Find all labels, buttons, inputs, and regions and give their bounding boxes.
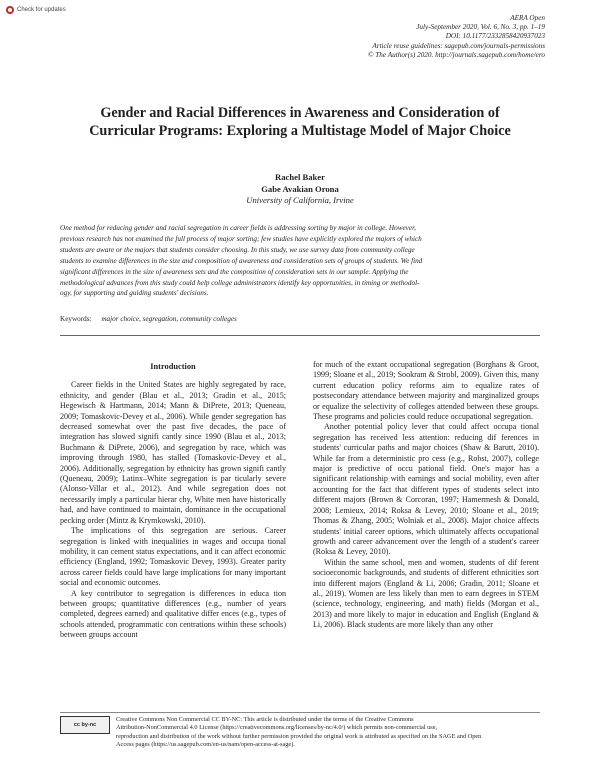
text-line: large implications for many important social and economic bbox=[60, 567, 286, 588]
text-line: Additionally, segregation by ethnicity has grown signifi bbox=[82, 463, 264, 473]
text-line: The implications of this segregation are serious. Career bbox=[71, 526, 286, 536]
text-line: pational field. One's major has a significant relationship with bbox=[313, 464, 539, 484]
text-line: Gradin, 2011; Sloane et al., 2019). Women are less likely bbox=[313, 578, 539, 598]
abstract-line: students are aware or the majors that students consider choosing. In this study, we use survey data from community college bbox=[60, 245, 415, 254]
license-line[interactable]: Attribution-NonCommercial 4.0 License (https://creativecommons.org/licenses/by-nc/4.0/) which permits non-commercial use, bbox=[116, 724, 438, 732]
left-column bbox=[60, 360, 286, 641]
paragraph bbox=[60, 380, 286, 526]
text-line: for much of the extant occupational segregation (Borghans bbox=[313, 360, 510, 369]
text-line: & Groot, 1999; Sloane et al., 2019; Sookram & Strobl, bbox=[313, 360, 539, 380]
author-name-1: Rachel Baker bbox=[275, 172, 325, 182]
journal-name: AERA Open bbox=[510, 14, 545, 22]
paragraph bbox=[313, 558, 539, 631]
keywords-label: Keywords: bbox=[60, 315, 92, 323]
check-updates-label: Check for updates bbox=[17, 7, 66, 13]
text-line: (Shaw & Barutt, 2010). While far from a deterministic pro bbox=[313, 443, 540, 463]
text-line: ferent socioeconomic backgrounds, and students of different bbox=[313, 557, 539, 578]
text-line: length of a student's career (Roksa & Levey, 2010). bbox=[313, 536, 539, 557]
license-footer bbox=[60, 716, 540, 749]
text-line: tional mobility, it can cement status expectations, and it can bbox=[60, 536, 287, 556]
text-line: of colleges attended between these groups. These programs bbox=[313, 401, 539, 422]
abstract-line: ogy, for supporting and guiding students' decisions. bbox=[60, 289, 209, 298]
text-line: earnings and social mobility, even after accounting for the bbox=[313, 474, 539, 494]
article-doi[interactable]: DOI: 10.1177/2332858420937023 bbox=[445, 32, 545, 41]
text-line: outcomes. bbox=[127, 578, 161, 588]
paragraph bbox=[313, 360, 539, 422]
text-line: chy, White men have historically had, and have continued to bbox=[60, 494, 287, 515]
text-line: engineering, and math) fields (Morgan et al., 2013) and bbox=[313, 599, 539, 619]
abstract-line: One method for reducing gender and racial segregation in career fields is addressing sorting by major in college. However, bbox=[60, 224, 416, 232]
right-column bbox=[313, 360, 539, 631]
title-line-2: Curricular Programs: Exploring a Multistage Model of Major Choice bbox=[89, 123, 511, 139]
text-line: While gender segregation has decreased somewhat over the bbox=[60, 411, 286, 432]
text-line: centrations within these schools) between groups account bbox=[60, 619, 286, 640]
text-line: affects occupational growth and career advancement over the bbox=[313, 526, 539, 546]
license-line[interactable]: Access pages (https://us.sagepub.com/en-us/nam/open-access-at-sage). bbox=[116, 740, 295, 748]
text-line: A key contributor to segregation is differences in educa bbox=[71, 588, 269, 598]
divider bbox=[60, 335, 540, 336]
text-line: ticularly severe (Alonso-Villar et al., 2012). And while bbox=[60, 474, 287, 494]
text-line: and policies could reduce occupational segregation. bbox=[366, 412, 533, 422]
paragraph bbox=[60, 589, 286, 641]
text-line: fact that different types of students select into different majors bbox=[313, 484, 539, 505]
paragraph bbox=[313, 422, 539, 557]
paragraph bbox=[60, 526, 286, 588]
copyright-line[interactable]: © The Author(s) 2020. http://journals.sagepub.com/home/ero bbox=[368, 50, 545, 59]
journal-issue: July-September 2020, Vol. 6, No. 3, pp. 1–19 bbox=[416, 23, 545, 32]
text-line: Within the same school, men and women, students of dif bbox=[324, 557, 518, 567]
text-line: (Mintz & Krymkowski, 2010). bbox=[106, 515, 206, 525]
keywords-value: major choice, segregation, community colleges bbox=[101, 315, 237, 323]
journal-metadata bbox=[225, 14, 545, 60]
text-line: cantly since 1990 (Blau et al., 2013; Buchmann & DiPrete, bbox=[60, 432, 286, 452]
text-line: segregation is linked with inequalities in wages and occupa bbox=[60, 536, 265, 546]
text-line: 2009). Given this, many current education policy reforms bbox=[313, 370, 539, 390]
text-line: et al., 2015; Hegewisch & Hartmann, 2014; Mann & DiPrete, bbox=[60, 390, 286, 411]
text-line: ethnicities sort into different majors (England & Li, 2006; bbox=[313, 568, 539, 588]
text-line: more likely to major in education and English (England & bbox=[348, 609, 540, 619]
creative-commons-logo[interactable]: cc by-nc bbox=[60, 716, 110, 734]
text-line: ences (e.g., types of schools attended, programmatic con bbox=[60, 609, 286, 629]
text-line: ferences in students' curricular paths and major choices bbox=[313, 432, 539, 453]
text-line: majority and marginalized groups or equalize the selectivity bbox=[313, 391, 539, 411]
text-line: Lemieux, 2014; Roksa & Levey, 2010; Sloane et al., 2019; bbox=[335, 505, 540, 515]
text-line: (Brown & Corcoran, 1997; Hamermesh & Donald, 2008; bbox=[313, 495, 539, 515]
text-line: affects students' initial career options, which ultimately bbox=[313, 516, 539, 536]
license-line: reproduction and distribution of the work without further permission provided the original work is attributed as specified on the SAGE and Open bbox=[116, 732, 482, 740]
abstract-line: methodological advances from this study could help college administrators identify key opportunities, in timing or methodol- bbox=[60, 278, 420, 287]
text-line: cantly (Queneau, 2009); Latinx–White segregation is par bbox=[60, 463, 287, 484]
text-line: than men to earn degrees in STEM (science, technology, bbox=[313, 588, 539, 609]
text-line: Li, 2006). Black students are more likely than any other bbox=[313, 620, 493, 630]
license-text bbox=[116, 716, 481, 749]
text-line: of years completed, degrees earned) and qualitative differ bbox=[60, 598, 286, 619]
text-line: cess (e.g., Robst, 2007), college major is predictive of occu bbox=[313, 453, 539, 474]
text-line: tional segregation has received less attention: reducing dif bbox=[313, 422, 539, 442]
text-line: aim to equalize rates of postsecondary attendance between bbox=[313, 380, 539, 401]
reuse-guidelines[interactable]: Article reuse guidelines: sagepub.com/journals-permissions bbox=[372, 41, 545, 50]
license-line: Creative Commons Non Commercial CC BY-NC: This article is distributed under the terms of the Creative Commons bbox=[116, 716, 414, 723]
check-updates-icon bbox=[6, 6, 14, 14]
author-affiliation: University of California, Irvine bbox=[246, 195, 354, 205]
text-line: 2013; Queneau, 2009; Tomaskovic-Devey et al., 2006). bbox=[60, 401, 287, 421]
section-heading-introduction: Introduction bbox=[150, 362, 196, 371]
text-line: 2006), and segregation by race, which was improving bbox=[60, 442, 286, 463]
keywords bbox=[60, 315, 237, 323]
title-line-1: Gender and Racial Differences in Awareness and Consideration of bbox=[100, 105, 500, 121]
footer-divider bbox=[60, 712, 540, 713]
text-line: Thomas & Zhang, 2005; Wolniak et al., 2008). Major choice bbox=[313, 516, 518, 526]
text-line: affect economic efficiency (England, 1992; Tomaskovic bbox=[60, 546, 286, 567]
check-for-updates-badge[interactable] bbox=[6, 6, 66, 14]
text-line: segregation does not necessarily imply a particular hierar bbox=[60, 484, 286, 504]
author-block bbox=[0, 172, 600, 207]
text-line: Devey, 1993). Greater parity across career fields could have bbox=[60, 557, 286, 577]
abstract-line: previous research has not examined the full process of major sorting; few studies have explicitly explored the majors of which bbox=[60, 234, 422, 243]
text-line: Career fields in the United States are highly segregated bbox=[71, 380, 260, 390]
text-line: maintain, dominance in the occupational pecking order bbox=[60, 505, 286, 525]
author-name-2: Gabe Avakian Orona bbox=[261, 183, 339, 194]
abstract-line: significant differences in the size of awareness sets and the composition of consideration sets in our sample. Applying the bbox=[60, 267, 409, 276]
text-line: Another potential policy lever that could affect occupa bbox=[324, 422, 517, 432]
text-line: by race, ethnicity, and gender (Blau et al., 2013; Gradin bbox=[60, 380, 286, 400]
abstract-line: students to examine differences in the size and composition of awareness and consideration sets of groups of students. We find bbox=[60, 256, 423, 265]
article-title bbox=[60, 104, 540, 140]
text-line: tion between groups; quantitative differences (e.g., number bbox=[60, 588, 287, 608]
abstract bbox=[60, 223, 538, 299]
text-line: past five decades, the pace of integration has slowed signifi bbox=[60, 422, 287, 442]
text-line: through 1980, has stalled (Tomaskovic-Devey et al., 2006). bbox=[60, 453, 287, 473]
